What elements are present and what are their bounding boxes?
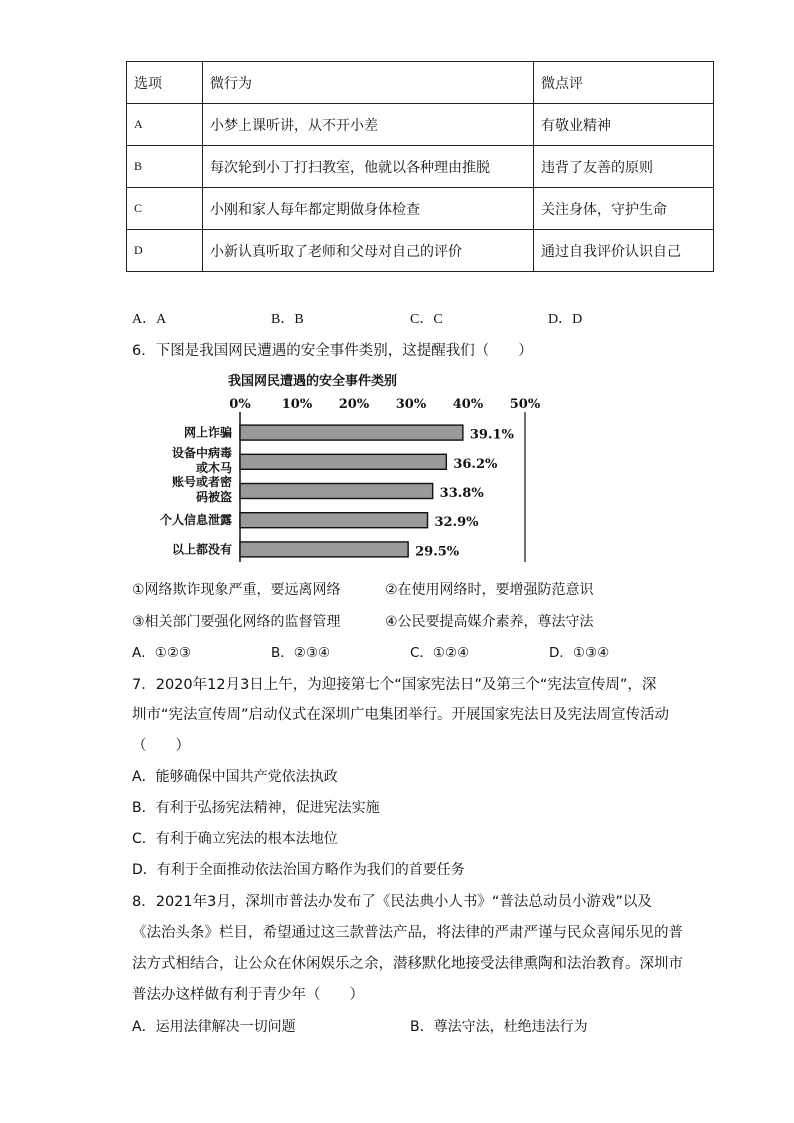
table-row (127, 146, 714, 188)
bar-value-label: 32.9% (434, 515, 479, 531)
q7-stem-line-2: 圳市“宪法宣传周”启动仪式在深圳广电集团举行。开展国家宪法日及宪法周宣传活动 (132, 707, 670, 723)
behavior-table (126, 61, 714, 272)
q7-option-b[interactable]: B．有利于弘扬宪法精神，促进宪法实施 (132, 800, 380, 816)
q6-option-c[interactable]: C．①②④ (410, 645, 470, 661)
table-header-cell: 微点评 (534, 62, 714, 104)
q8-option-a[interactable]: A．运用法律解决一切问题 (132, 1019, 296, 1035)
q7-option-c[interactable]: C．有利于确立宪法的根本法地位 (132, 831, 338, 847)
q5-option-b[interactable]: B．B (271, 312, 304, 327)
x-tick-label: 0% (229, 397, 251, 412)
table-cell: 小梦上课听讲，从不开小差 (203, 104, 534, 146)
q6-statement-2: ②在使用网络时，要增强防范意识 (385, 582, 594, 598)
category-label: 以上都没有 (171, 542, 232, 557)
x-tick-label: 50% (509, 397, 541, 412)
q6-option-a[interactable]: A．①②③ (132, 645, 192, 661)
table-row (127, 104, 714, 146)
x-tick-label: 10% (281, 397, 313, 412)
q6-statement-4: ④公民要提高媒介素养，尊法守法 (385, 614, 594, 630)
category-label: 账号或者密 (171, 475, 232, 489)
category-label: 或木马 (195, 460, 232, 475)
table-cell: 违背了友善的原则 (534, 146, 714, 188)
q5-option-a[interactable]: A．A (132, 312, 167, 327)
chart-title: 我国网民遭遇的安全事件类别 (228, 374, 398, 389)
table-header-row (127, 62, 714, 104)
category-label: 码被盗 (195, 490, 232, 504)
q7-option-a[interactable]: A．能够确保中国共产党依法执政 (132, 769, 338, 785)
security-events-bar-chart (140, 370, 560, 568)
q8-stem-line-2: 《法治头条》栏目，希望通过这三款普法产品，将法律的严肃严谨与民众喜闻乐见的普 (132, 925, 683, 941)
table-cell: A (127, 104, 203, 146)
bar (240, 542, 408, 557)
x-tick-label: 40% (452, 397, 484, 412)
bar-value-label: 33.8% (439, 486, 484, 501)
bar-value-label: 29.5% (415, 544, 460, 560)
q8-stem-line-3: 法方式相结合，让公众在休闲娱乐之余，潜移默化地接受法律熏陶和法治教育。深圳市 (132, 956, 683, 972)
table-cell: 有敬业精神 (534, 104, 714, 146)
table-header-cell: 微行为 (203, 62, 534, 104)
bar (240, 454, 446, 469)
bar-value-label: 39.1% (469, 427, 514, 443)
q8-stem-line-1: 8．2021年3月，深圳市普法办发布了《民法典小人书》“普法总动员小游戏”以及 (132, 894, 652, 910)
q6-option-b[interactable]: B．②③④ (271, 645, 331, 661)
table-cell: 小刚和家人每年都定期做身体检查 (203, 188, 534, 230)
table-cell: C (127, 188, 203, 230)
x-tick-label: 20% (338, 397, 370, 412)
q7-stem-line-3: （ ） (132, 738, 190, 754)
category-label: 网上诈骗 (183, 425, 232, 440)
table-row (127, 230, 714, 272)
q6-statement-3: ③相关部门要强化网络的监督管理 (132, 614, 341, 630)
table-cell: B (127, 146, 203, 188)
bar-value-label: 36.2% (453, 456, 498, 472)
table-header-cell: 选项 (127, 62, 203, 104)
q6-options (132, 643, 688, 663)
bar (240, 484, 433, 499)
category-label: 个人信息泄露 (159, 513, 232, 528)
table-cell: D (127, 230, 203, 272)
table-cell: 关注身体，守护生命 (534, 188, 714, 230)
q5-option-d[interactable]: D．D (548, 312, 583, 327)
q6-option-d[interactable]: D．①③④ (549, 645, 610, 661)
q8-stem-line-4: 普法办这样做有利于青少年（ ） (132, 987, 364, 1003)
q6-statement-1: ①网络欺诈现象严重，要远离网络 (132, 582, 341, 598)
table-cell: 通过自我评价认识自己 (534, 230, 714, 272)
q7-option-d[interactable]: D．有利于全面推动依法治国方略作为我们的首要任务 (132, 862, 465, 878)
x-tick-label: 30% (395, 397, 427, 412)
table-row (127, 188, 714, 230)
table-cell: 每次轮到小丁打扫教室，他就以各种理由推脱 (203, 146, 534, 188)
q8-option-b[interactable]: B．尊法守法，杜绝违法行为 (410, 1019, 588, 1035)
bar (240, 513, 428, 528)
q5-option-c[interactable]: C．C (410, 312, 443, 327)
q7-stem-line-1: 7．2020年12月3日上午，为迎接第七个“国家宪法日”及第三个“宪法宣传周”，深 (132, 677, 657, 693)
bar (240, 425, 463, 440)
category-label: 设备中病毒 (171, 445, 232, 460)
q6-stem: 6．下图是我国网民遭遇的安全事件类别，这提醒我们（ ） (132, 343, 533, 359)
table-cell: 小新认真听取了老师和父母对自己的评价 (203, 230, 534, 272)
